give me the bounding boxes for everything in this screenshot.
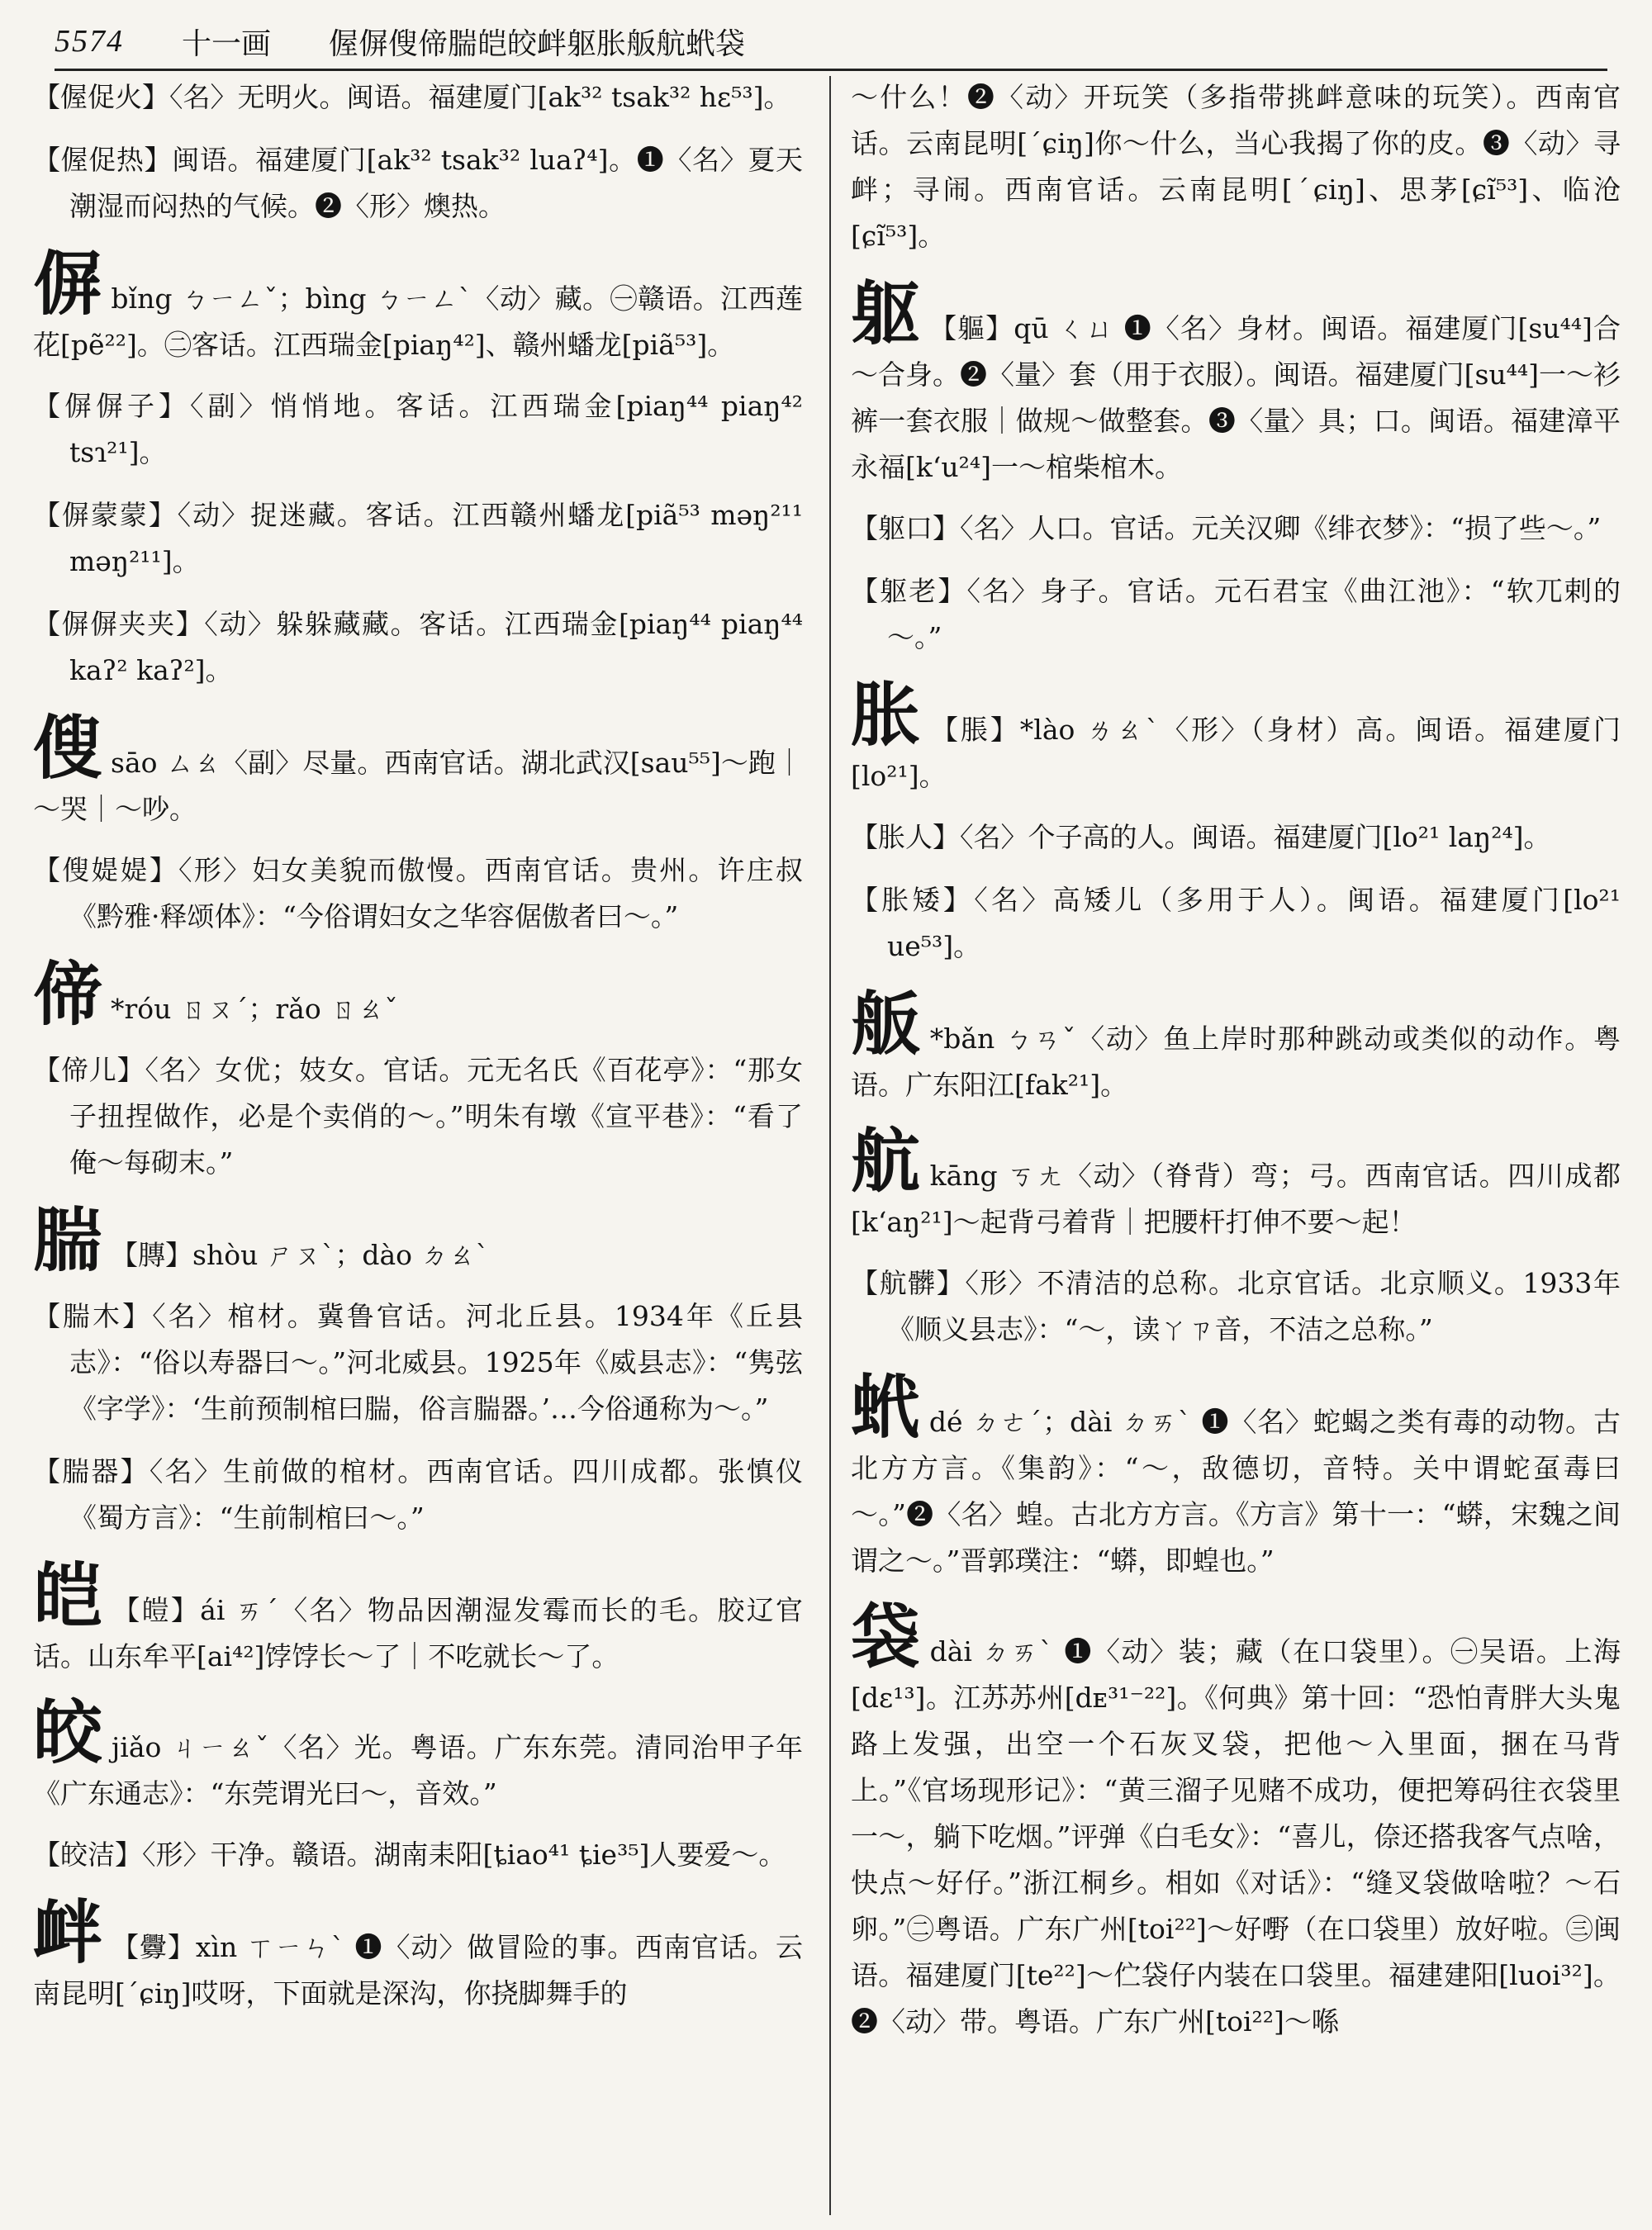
headword-character: 偙 <box>33 954 103 1035</box>
headword-entry <box>851 986 1621 1108</box>
headword-text: jiǎo ㄐㄧㄠˇ〈名〉光。粤语。广东东莞。清同治甲子年《广东通志》：“东莞谓光曰～，音效。” <box>33 1731 803 1810</box>
headword-entry <box>33 710 803 833</box>
headword-definition <box>33 1555 803 1680</box>
page-number: 5574 <box>55 24 124 59</box>
headword-character: 蚮 <box>851 1367 921 1448</box>
headword-character: 舨 <box>851 984 922 1065</box>
header-rule <box>55 69 1607 71</box>
right-column <box>851 74 1621 2213</box>
headword-entry <box>851 273 1621 491</box>
headword-character: 躯 <box>851 273 922 354</box>
headword-text: 【軀】qū ㄑㄩ ❶〈名〉身材。闽语。福建厦门[su⁴⁴]合～合身。❷〈量〉套（用于衣服）。闽语。福建厦门[su⁴⁴]一～衫裤一套衣服｜做规～做整套。❸〈量〉具；口。闽语。福建漳平永福[kʻu²⁴]一～棺柴棺木。 <box>851 312 1621 483</box>
headword-character: 皎 <box>33 1692 104 1773</box>
column-divider <box>829 76 831 2215</box>
headword-entry <box>851 1369 1621 1584</box>
sub-entry: 【偓促热】闽语。福建厦门[ak³² tsak³² luaʔ⁴]。❶〈名〉夏天潮湿而闷热的气候。❷〈形〉燠热。 <box>33 144 803 222</box>
headword-text: kāng ㄎㄤ〈动〉（脊背）弯；弓。西南官话。四川成都[kʻaŋ²¹]～起背弓着背｜把腰杆打伸不要～起！ <box>851 1160 1621 1238</box>
headword-character: 傁 <box>33 708 103 789</box>
headword-text: *róu ㄖㄡˊ；rǎo ㄖㄠˇ <box>111 993 398 1025</box>
sub-entry: 【腨器】〈名〉生前做的棺材。西南官话。四川成都。张慎仪《蜀方言》：“生前制棺曰～。” <box>33 1455 803 1534</box>
headword-definition <box>33 1200 803 1281</box>
page-header <box>55 17 1607 66</box>
headword-character: 皑 <box>33 1555 105 1636</box>
sub-entry: 【躯口】〈名〉人口。官话。元关汉卿《绯衣梦》：“损了些～。” <box>851 512 1602 544</box>
sub-entry: 【胀矮】〈名〉高矮儿（多用于人）。闽语。福建厦门[lo²¹ ue⁵³]。 <box>851 884 1621 962</box>
sub-entry: 【躯老】〈名〉身子。官话。元石君宝《曲江池》：“软兀剌的～。” <box>851 575 1621 653</box>
headword-text: 【脹】*lào ㄌㄠˋ〈形〉（身材）高。闽语。福建厦门[lo²¹]。 <box>851 714 1621 792</box>
headword-character: 偋 <box>33 244 103 325</box>
headword-definition <box>33 1692 803 1817</box>
headword-definition <box>851 677 1621 799</box>
continued-text: ～什么！❷〈动〉开玩笑（多指带挑衅意味的玩笑）。西南官话。云南昆明[ˊɕiŋ]你～什么，当心我揭了你的皮。❸〈动〉寻衅；寻闹。西南官话。云南昆明[ˊɕiŋ]、思茅[ɕĩ⁵³]、临沧[ɕĩ⁵³]。 <box>851 81 1621 252</box>
headword-definition <box>851 1599 1621 2045</box>
headword-definition <box>33 246 803 368</box>
headword-definition <box>851 1123 1621 1245</box>
headword-text: 【釁】xìn ㄒㄧㄣˋ ❶〈动〉做冒险的事。西南官话。云南昆明[ˊɕiŋ]哎呀，下面就是深沟，你挠脚舞手的 <box>33 1931 803 2009</box>
header-characters: 偓偋傁偙腨皑皎衅躯胀舨航蚮袋 <box>329 26 746 61</box>
headword-definition <box>851 273 1621 491</box>
sub-entry: 【偙儿】〈名〉女优；妓女。官话。元无名氏《百花亭》：“那女子扭捏做作，必是个卖俏的～。”明朱有墩《宣平巷》：“看了俺～每砌末。” <box>33 1054 803 1179</box>
sub-entry: 【皎洁】〈形〉干净。赣语。湖南耒阳[ȶiao⁴¹ ȶie³⁵]人要爱～。 <box>33 1839 786 1871</box>
left-column <box>33 74 803 2213</box>
headword-text: dài ㄉㄞˋ ❶〈动〉装；藏（在口袋里）。㊀吴语。上海[dɛ¹³]。江苏苏州[dᴇ³¹⁻²²]。《何典》第十回：“恐怕青胖大头鬼路上发强，出空一个石灰叉袋，把他～入里面，捆在马背上。”《官场现形记》：“黄三溜子见赌不成功，便把筹码往衣袋里一～，躺下吃烟。”评弹《白毛女》：“喜儿，倷还搭我客气点啥，快点～好仔。”浙江桐乡。相如《对话》：“缝叉袋做啥啦？～石卵。”㊁粤语。广东广州[toi²²]～好嘢（在口袋里）放好啦。㊂闽语。福建厦门[te²²]～伫袋仔内装在口袋里。福建建阳[luoi³²]。❷〈动〉带。粤语。广东广州[toi²²]～喺 <box>851 1635 1621 2038</box>
headword-text: sāo ㄙㄠ〈副〉尽量。西南官话。湖北武汉[sau⁵⁵]～跑｜～哭｜～吵。 <box>33 747 803 825</box>
sub-entry: 【腨木】〈名〉棺材。冀鲁官话。河北丘县。1934年《丘县志》：“俗以寿器曰～。”河北威县。1925年《威县志》：“隽弦《字学》：‘生前预制棺曰腨，俗言腨器。’…今俗通称为～。” <box>33 1300 803 1425</box>
headword-definition <box>33 954 803 1035</box>
headword-text: *bǎn ㄅㄢˇ〈动〉鱼上岸时那种跳动或类似的动作。粤语。广东阳江[fak²¹]。 <box>851 1022 1621 1101</box>
headword-entry <box>851 1123 1621 1245</box>
headword-entry <box>33 954 803 1035</box>
headword-definition <box>851 986 1621 1108</box>
headword-character: 袋 <box>851 1597 922 1677</box>
sub-entry: 【偋蒙蒙】〈动〉捉迷藏。客话。江西赣州蟠龙[piã⁵³ məŋ²¹¹ məŋ²¹¹]。 <box>33 499 803 577</box>
headword-entry <box>33 246 803 368</box>
sub-entry: 【偓促火】〈名〉无明火。闽语。福建厦门[ak³² tsak³² hɛ⁵³]。 <box>33 81 791 113</box>
headword-entry <box>33 1200 803 1281</box>
headword-text: bǐng ㄅㄧㄥˇ；bìng ㄅㄧㄥˋ〈动〉藏。㊀赣语。江西莲花[pẽ²²]。㊁客话。江西瑞金[piaŋ⁴²]、赣州蟠龙[piã⁵³]。 <box>33 282 803 361</box>
headword-definition <box>33 710 803 833</box>
headword-entry <box>851 677 1621 799</box>
headword-character: 腨 <box>33 1200 103 1281</box>
headword-entry <box>33 1892 803 2017</box>
headword-text: 【皚】ái ㄞˊ〈名〉物品因潮湿发霉而长的毛。胶辽官话。山东牟平[ai⁴²]饽饽长～了｜不吃就长～了。 <box>33 1594 803 1672</box>
headword-character: 航 <box>851 1121 922 1202</box>
headword-character: 胀 <box>851 675 923 756</box>
sub-entry: 【偋偋夹夹】〈动〉躲躲藏藏。客话。江西瑞金[piaŋ⁴⁴ piaŋ⁴⁴ kaʔ² kaʔ²]。 <box>33 608 803 686</box>
headword-entry <box>851 1599 1621 2045</box>
headword-entry <box>33 1692 803 1817</box>
sub-entry: 【胀人】〈名〉个子高的人。闽语。福建厦门[lo²¹ laŋ²⁴]。 <box>851 821 1551 853</box>
headword-text: 【膞】shòu ㄕㄡˋ；dào ㄉㄠˋ <box>111 1239 489 1271</box>
headword-definition <box>33 1892 803 2017</box>
headword-definition <box>851 1369 1621 1584</box>
headword-entry <box>33 1555 803 1680</box>
stroke-section: 十一画 <box>182 26 272 61</box>
sub-entry: 【偋偋子】〈副〉悄悄地。客话。江西瑞金[piaŋ⁴⁴ piaŋ⁴² tsɿ²¹]。 <box>33 390 803 468</box>
headword-character: 衅 <box>33 1892 103 1973</box>
sub-entry: 【傁媞媞】〈形〉妇女美貌而傲慢。西南官话。贵州。许庄叔《黔雅·释颂体》：“今俗谓妇女之华容倨傲者曰～。” <box>33 854 803 932</box>
headword-text: dé ㄉㄜˊ；dài ㄉㄞˋ ❶〈名〉蛇蝎之类有毒的动物。古北方方言。《集韵》：“～，敌德切，音特。关中谓蛇虿毒曰～。”❷〈名〉蝗。古北方方言。《方言》第十一：“蟒，宋魏之间谓之～。”晋郭璞注：“蟒，即蝗也。” <box>851 1406 1621 1577</box>
sub-entry: 【航髒】〈形〉不清洁的总称。北京官话。北京顺义。1933年《顺义县志》：“～，读ㄚㄗ音，不洁之总称。” <box>851 1267 1621 1345</box>
